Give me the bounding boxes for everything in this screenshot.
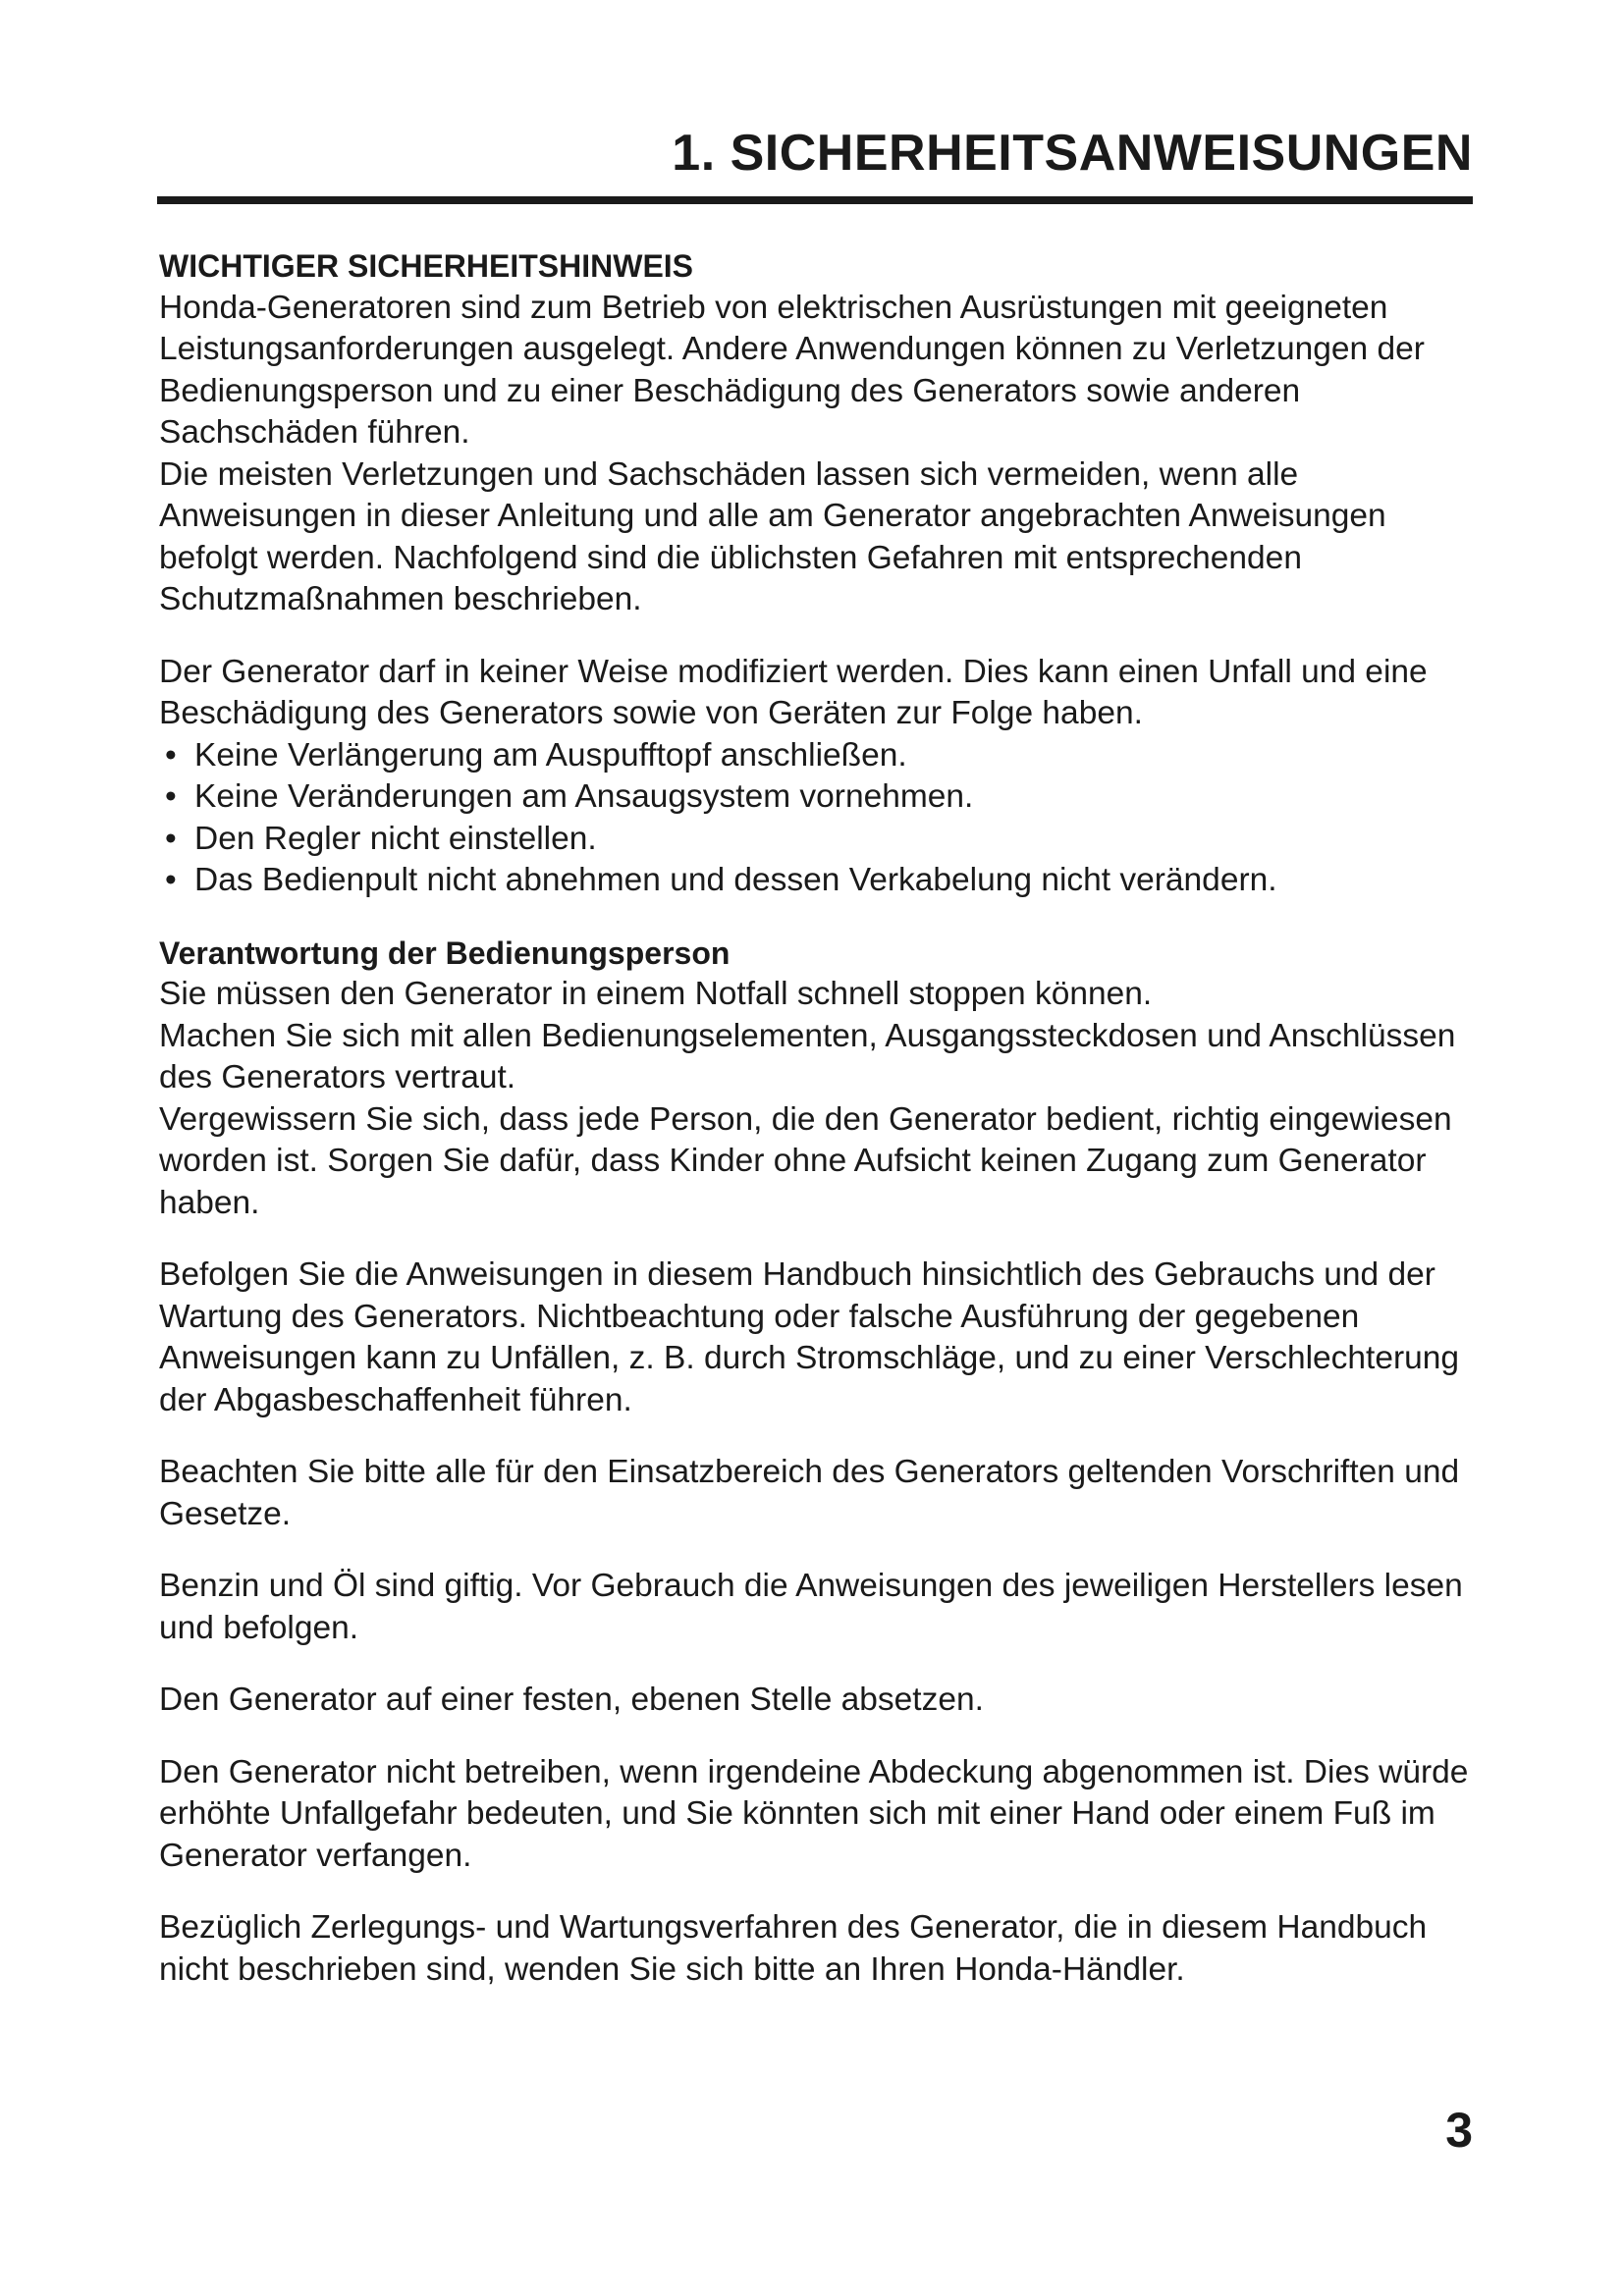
paragraph-instruction: Vergewissern Sie sich, dass jede Person, die den Generator bedient, richtig eingewiesen worden ist. Sorgen Sie dafür, dass Kinder ohne Aufsicht keinen Zugang zum Generator haben.: [159, 1100, 1452, 1221]
section-heading-important: WICHTIGER SICHERHEITSHINWEIS: [159, 248, 694, 284]
paragraph-controls: Machen Sie sich mit allen Bedienungselementen, Ausgangssteckdosen und Anschlüssen des Generators vertraut.: [159, 1017, 1456, 1095]
list-item-text: Den Regler nicht einstellen.: [194, 820, 597, 857]
page-number: 3: [1445, 2103, 1473, 2158]
bullet-glyph: •: [165, 736, 177, 774]
paragraph-avoid-injuries: Die meisten Verletzungen und Sachschäden lassen sich vermeiden, wenn alle Anweisungen in dieser Anleitung und alle am Generator angebrachten Anweisungen befolgt werden. Nachfolgend sind die üblichsten Gefahren mit entsprechenden Schutzmaßnahmen beschrieben.: [159, 455, 1386, 617]
paragraph-dealer: Bezüglich Zerlegungs- und Wartungsverfahren des Generator, die in diesem Handbuch nicht beschrieben sind, wenden Sie sich bitte an Ihren Honda-Händler.: [159, 1909, 1428, 1988]
list-item: [159, 735, 1475, 777]
paragraph-level-surface: Den Generator auf einer festen, ebenen Stelle absetzen.: [159, 1682, 984, 1718]
paragraph-generator-purpose: Honda-Generatoren sind zum Betrieb von elektrischen Ausrüstungen mit geeigneten Leistungsanforderungen ausgelegt. Andere Anwendungen können zu Verletzungen der Bedienungsperson und zu einer Beschädigung des Generators sowie anderen Sachschäden führen.: [159, 289, 1425, 451]
page-title: 1. SICHERHEITSANWEISUNGEN: [672, 125, 1473, 182]
paragraph-follow-manual: Befolgen Sie die Anweisungen in diesem Handbuch hinsichtlich des Gebrauchs und der Wartung des Generators. Nichtbeachtung oder falsche Ausführung der gegebenen Anweisungen kann zu Unfällen, z. B. durch Stromschläge, und zu einer Verschlechterung der Abgasbeschaffenheit führen.: [159, 1256, 1460, 1418]
important-safety-block: [159, 245, 1475, 621]
list-item-text: Das Bedienpult nicht abnehmen und dessen Verkabelung nicht verändern.: [194, 862, 1277, 898]
title-divider: [157, 196, 1473, 204]
list-item: [159, 819, 1475, 861]
bullet-glyph: •: [165, 862, 177, 898]
modification-bullet-list: [159, 735, 1475, 902]
section-heading-operator: Verantwortung der Bedienungsperson: [159, 934, 731, 971]
list-item-text: Keine Veränderungen am Ansaugsystem vornehmen.: [194, 778, 974, 815]
paragraph-fuel-toxic: Benzin und Öl sind giftig. Vor Gebrauch die Anweisungen des jeweiligen Herstellers lesen und befolgen.: [159, 1568, 1463, 1646]
operator-responsibility-block: [159, 933, 1475, 1225]
list-item: [159, 860, 1475, 902]
list-item-text: Keine Verlängerung am Auspufftopf anschließen.: [194, 736, 907, 774]
paragraph-regulations: Beachten Sie bitte alle für den Einsatzbereich des Generators geltenden Vorschriften und Gesetze.: [159, 1454, 1460, 1532]
paragraph-covers: Den Generator nicht betreiben, wenn irgendeine Abdeckung abgenommen ist. Dies würde erhöhte Unfallgefahr bedeuten, und Sie könnten sich mit einer Hand oder einem Fuß im Generator verfangen.: [159, 1753, 1469, 1874]
page-content: [159, 245, 1475, 2021]
bullet-glyph: •: [165, 778, 177, 815]
bullet-glyph: •: [165, 820, 177, 857]
paragraph-emergency-stop: Sie müssen den Generator in einem Notfall schnell stoppen können.: [159, 976, 1153, 1012]
list-item: [159, 776, 1475, 819]
paragraph-no-modification: Der Generator darf in keiner Weise modifiziert werden. Dies kann einen Unfall und eine Beschädigung des Generators sowie von Geräten zur Folge haben.: [159, 653, 1428, 731]
